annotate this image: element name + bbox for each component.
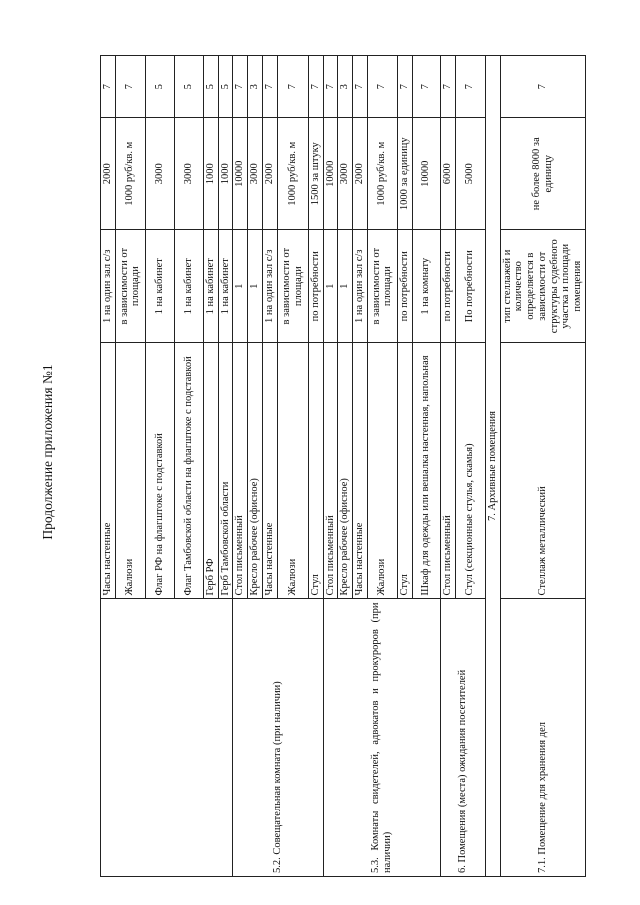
- price-cell: 10000: [233, 118, 248, 230]
- page-heading: Продолжение приложения №1: [40, 364, 55, 540]
- norm-cell: 1 на один зал с/з: [101, 230, 116, 343]
- table-body: [101, 56, 586, 877]
- term-cell: 7: [277, 56, 308, 118]
- item-cell: Флаг РФ на флагштоке с подставкой: [145, 343, 174, 599]
- price-cell: не более 8000 за единицу: [500, 118, 585, 230]
- item-cell: Стеллаж металлический: [500, 343, 585, 599]
- term-cell: 7: [397, 56, 412, 118]
- term-cell: 5: [145, 56, 174, 118]
- norm-cell: По потребности: [455, 230, 485, 343]
- term-cell: 7: [101, 56, 116, 118]
- price-cell: 2000: [262, 118, 277, 230]
- norm-cell: тип стеллажей и количество определяется в зависимости от структуры судебного участка и площади помещения: [500, 230, 585, 343]
- item-cell: Стол письменный: [323, 343, 338, 599]
- table-row: [500, 56, 585, 877]
- norm-cell: по потребности: [308, 230, 323, 343]
- item-cell: Кресло рабочее (офисное): [248, 343, 263, 599]
- norm-cell: в зависимости от площади: [367, 230, 397, 343]
- norm-cell: 1: [248, 230, 263, 343]
- price-cell: 1000: [203, 118, 218, 230]
- price-cell: 1000 руб/кв. м: [277, 118, 308, 230]
- item-cell: Стул (секционные стулья, скамья): [455, 343, 485, 599]
- section-title: 7. Архивные помещения: [485, 56, 500, 877]
- price-cell: 2000: [353, 118, 368, 230]
- price-cell: 5000: [455, 118, 485, 230]
- term-cell: 7: [500, 56, 585, 118]
- price-cell: 3000: [248, 118, 263, 230]
- table-row: [101, 56, 116, 877]
- room-cell: 6. Помещения (места) ожидания посетителей: [440, 599, 485, 877]
- equipment-norms-table: [100, 55, 586, 877]
- norm-cell: 1: [323, 230, 338, 343]
- norm-cell: 1 на комнату: [412, 230, 440, 343]
- room-cell: 5.3. Комнаты свидетелей, адвокатов и прокуроров (при наличии): [323, 599, 440, 877]
- price-cell: 1000 руб/кв. м: [115, 118, 145, 230]
- term-cell: 7: [308, 56, 323, 118]
- item-cell: Стол письменный: [440, 343, 455, 599]
- term-cell: 3: [248, 56, 263, 118]
- term-cell: 7: [455, 56, 485, 118]
- price-cell: 10000: [323, 118, 338, 230]
- norm-cell: по потребности: [397, 230, 412, 343]
- norm-cell: 1: [338, 230, 353, 343]
- item-cell: Шкаф для одежды или вешалка настенная, напольная: [412, 343, 440, 599]
- item-cell: Жалюзи: [277, 343, 308, 599]
- term-cell: 7: [353, 56, 368, 118]
- norm-cell: по потребности: [440, 230, 455, 343]
- term-cell: 7: [412, 56, 440, 118]
- room-cell: 7.1. Помещение для хранения дел: [500, 599, 585, 877]
- price-cell: 1000 руб/кв. м: [367, 118, 397, 230]
- term-cell: 5: [174, 56, 203, 118]
- table-row: [323, 56, 338, 877]
- norm-cell: в зависимости от площади: [115, 230, 145, 343]
- item-cell: Часы настенные: [101, 343, 116, 599]
- section-header-row: [485, 56, 500, 877]
- item-cell: Флаг Тамбовской области на флагштоке с подставкой: [174, 343, 203, 599]
- price-cell: 3000: [338, 118, 353, 230]
- rotated-table-wrapper: [100, 55, 583, 877]
- price-cell: 6000: [440, 118, 455, 230]
- item-cell: Стул: [308, 343, 323, 599]
- price-cell: 10000: [412, 118, 440, 230]
- norm-cell: 1 на кабинет: [145, 230, 174, 343]
- table-row: [440, 56, 455, 877]
- term-cell: 7: [262, 56, 277, 118]
- item-cell: Стул: [397, 343, 412, 599]
- price-cell: 1500 за штуку: [308, 118, 323, 230]
- item-cell: Жалюзи: [367, 343, 397, 599]
- room-cell: [101, 599, 233, 877]
- item-cell: Часы настенные: [262, 343, 277, 599]
- norm-cell: 1 на кабинет: [174, 230, 203, 343]
- price-cell: 2000: [101, 118, 116, 230]
- term-cell: 7: [440, 56, 455, 118]
- norm-cell: 1 на один зал с/з: [262, 230, 277, 343]
- table-row: [233, 56, 248, 877]
- price-cell: 3000: [145, 118, 174, 230]
- norm-cell: в зависимости от площади: [277, 230, 308, 343]
- item-cell: Кресло рабочее (офисное): [338, 343, 353, 599]
- term-cell: 7: [367, 56, 397, 118]
- price-cell: 1000 за единицу: [397, 118, 412, 230]
- term-cell: 5: [218, 56, 233, 118]
- term-cell: 7: [323, 56, 338, 118]
- price-cell: 3000: [174, 118, 203, 230]
- item-cell: Герб РФ: [203, 343, 218, 599]
- term-cell: 7: [115, 56, 145, 118]
- term-cell: 3: [338, 56, 353, 118]
- norm-cell: 1: [233, 230, 248, 343]
- norm-cell: 1 на кабинет: [218, 230, 233, 343]
- room-cell: 5.2. Совещательная комната (при наличии): [233, 599, 323, 877]
- item-cell: Герб Тамбовской области: [218, 343, 233, 599]
- item-cell: Стол письменный: [233, 343, 248, 599]
- norm-cell: 1 на кабинет: [203, 230, 218, 343]
- item-cell: Жалюзи: [115, 343, 145, 599]
- norm-cell: 1 на один зал с/з: [353, 230, 368, 343]
- item-cell: Часы настенные: [353, 343, 368, 599]
- price-cell: 1000: [218, 118, 233, 230]
- term-cell: 7: [233, 56, 248, 118]
- term-cell: 5: [203, 56, 218, 118]
